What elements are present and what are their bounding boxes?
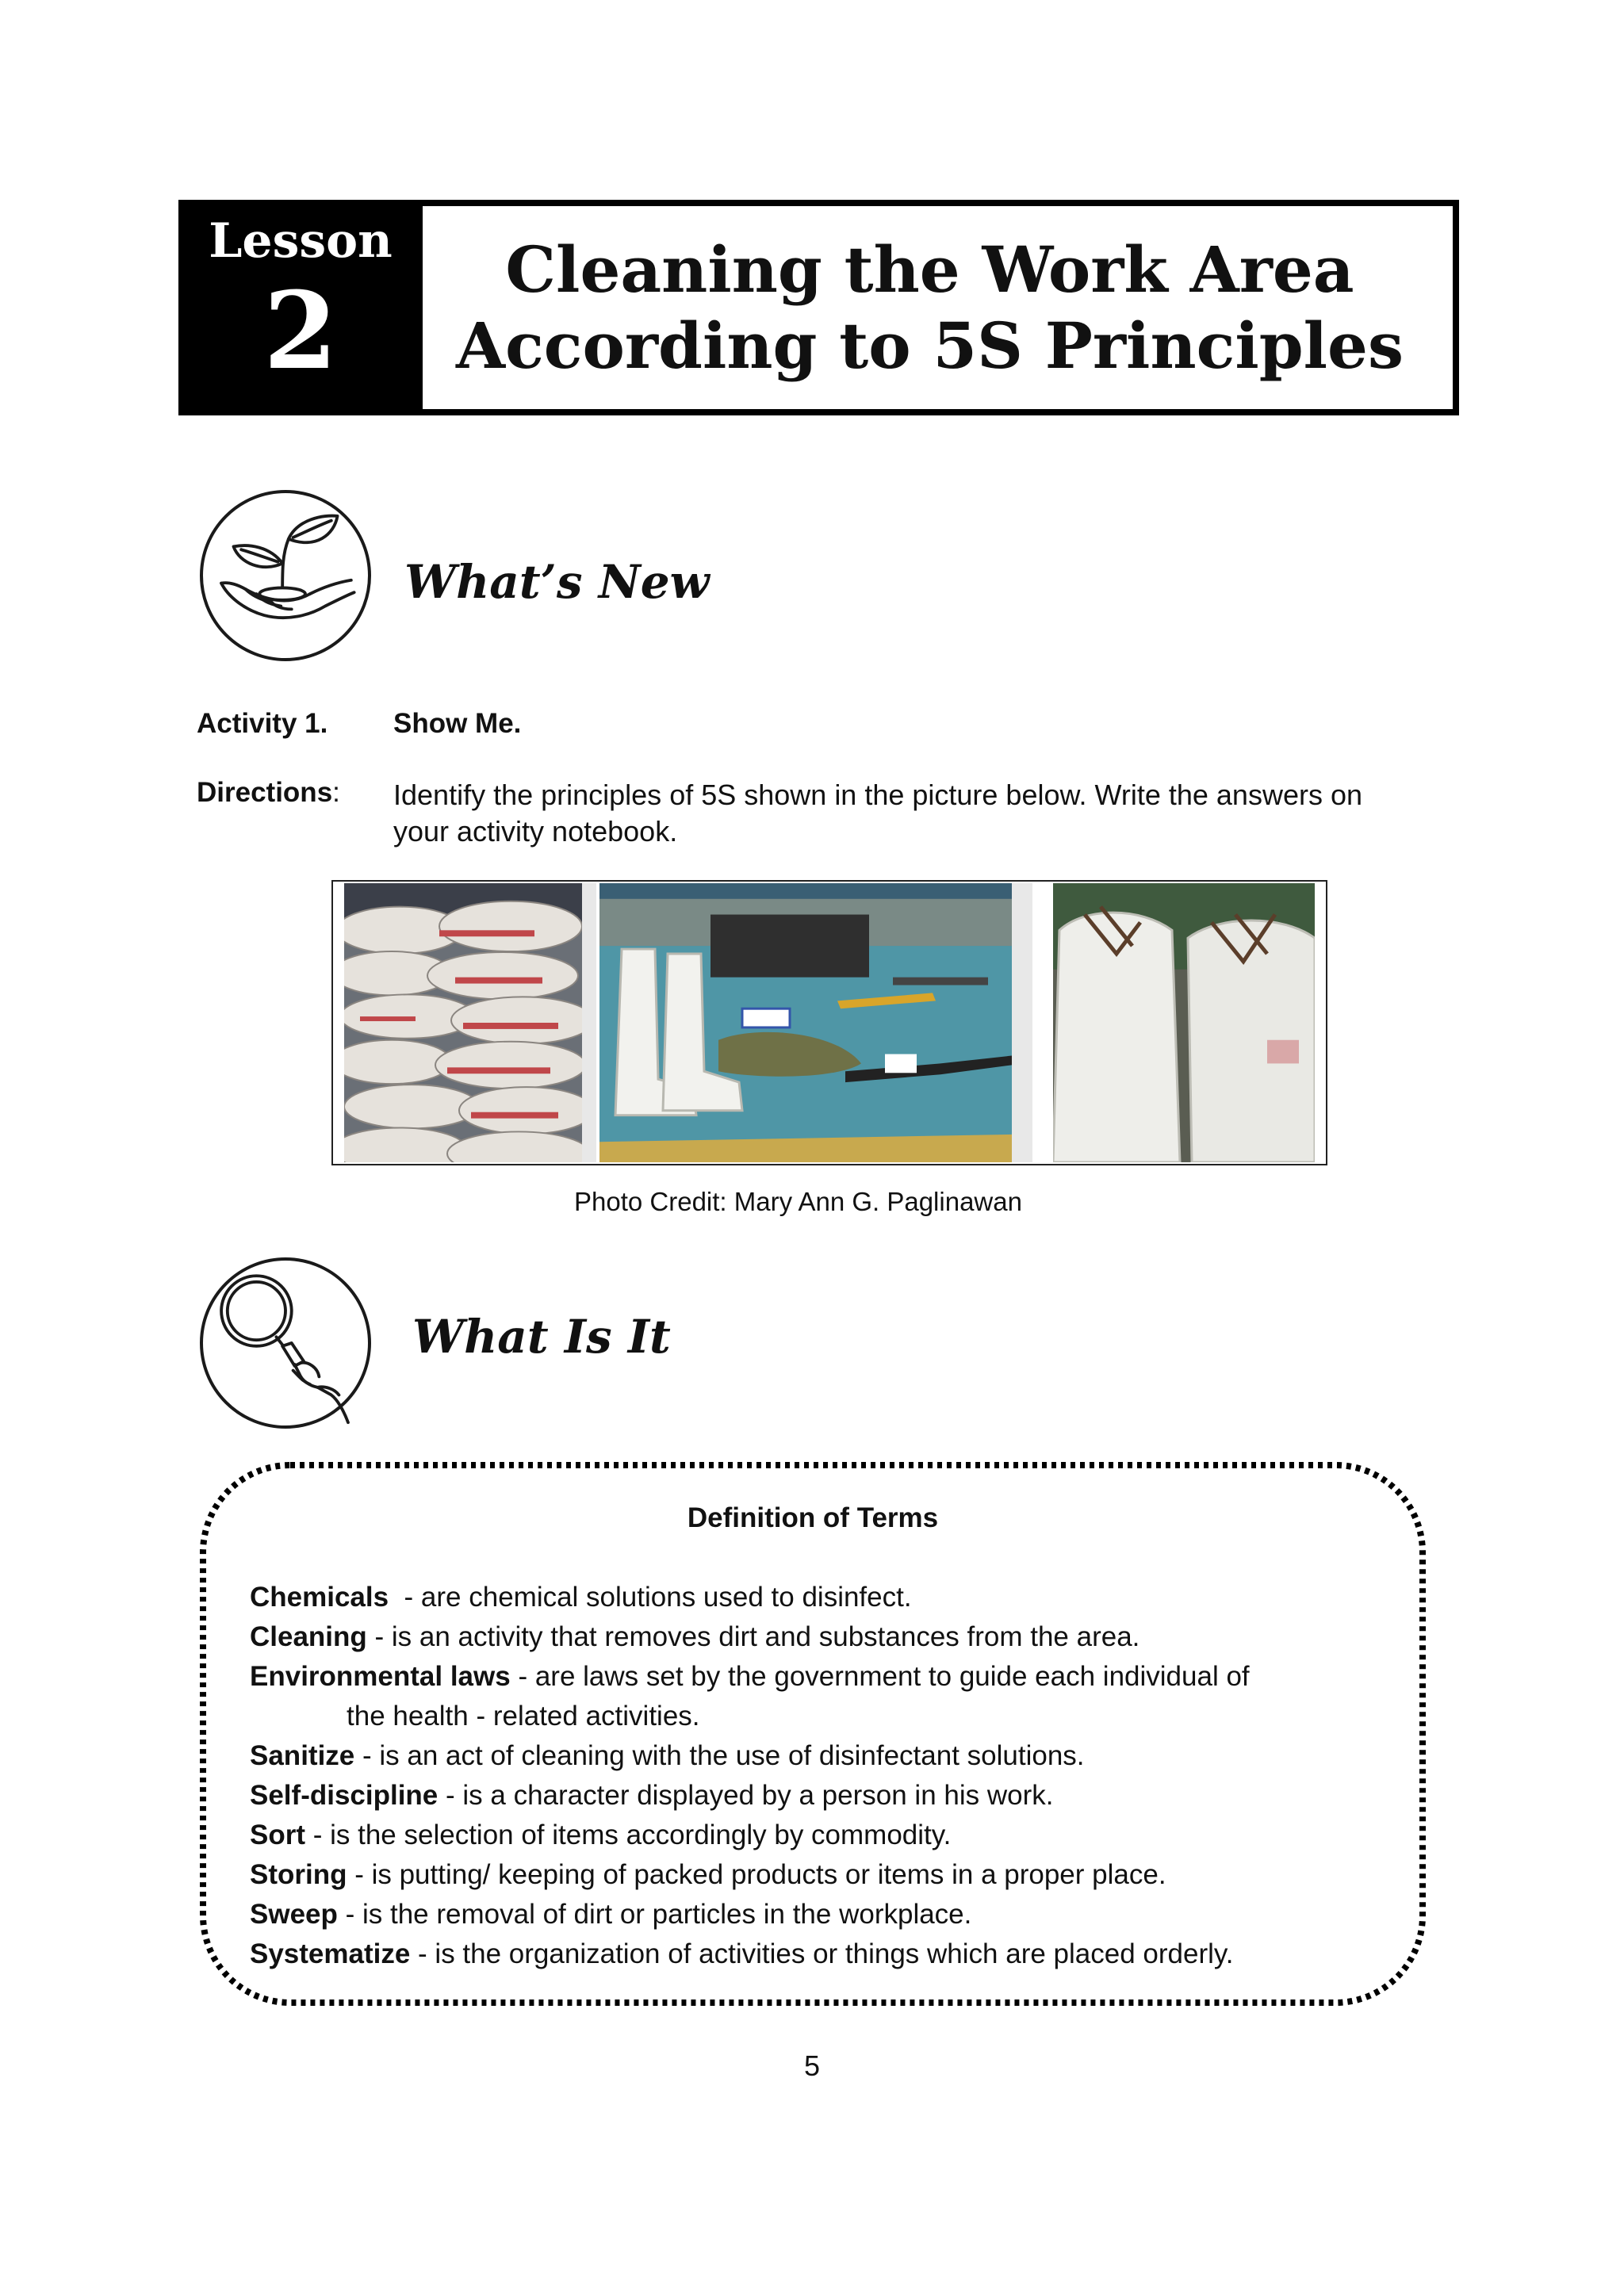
photo-boots-and-tools: [599, 883, 1032, 1162]
directions-colon: :: [332, 777, 340, 808]
definition-item: [250, 1816, 1408, 1855]
definition-item: [250, 1578, 1408, 1617]
definition-text: - is the removal of dirt or particles in the workplace.: [337, 1899, 972, 1930]
definition-text: - is the selection of items accordingly by commodity.: [305, 1820, 952, 1850]
definition-text: - are chemical solutions used to disinfect.: [389, 1582, 912, 1613]
definition-item: [250, 1657, 1408, 1697]
definition-item: [250, 1855, 1408, 1895]
definition-term: Environmental laws: [250, 1661, 511, 1692]
photo-white-sacks: [1053, 883, 1315, 1162]
lesson-number-box: [185, 206, 416, 409]
directions-label-group: [197, 777, 340, 809]
definition-item: [250, 1617, 1408, 1657]
definition-term: Chemicals: [250, 1582, 389, 1613]
photo-credit: Photo Credit: Mary Ann G. Paglinawan: [574, 1187, 1022, 1216]
magnifying-glass-icon: [200, 1257, 371, 1429]
whats-new-heading: What’s New: [404, 555, 710, 609]
definition-text: - is an act of cleaning with the use of disinfectant solutions.: [354, 1740, 1085, 1771]
definition-term: Storing: [250, 1859, 347, 1890]
page-number: 5: [803, 2049, 821, 2082]
definition-text: - is putting/ keeping of packed products or items in a proper place.: [347, 1859, 1166, 1890]
lesson-title-line-1: Cleaning the Work Area: [505, 232, 1354, 307]
definition-term: Cleaning: [250, 1621, 367, 1652]
definition-term: Systematize: [250, 1938, 411, 1969]
definition-title: Definition of Terms: [687, 1502, 939, 1533]
directions-label: Directions: [197, 777, 333, 808]
directions-line-2: your activity notebook.: [393, 815, 678, 848]
definition-item: [250, 1934, 1408, 1974]
activity-name: Show Me.: [393, 708, 522, 739]
definition-term: Sort: [250, 1820, 305, 1850]
photo-sacks: [344, 883, 596, 1162]
definition-term: Sanitize: [250, 1740, 355, 1771]
lesson-number: 2: [263, 268, 338, 393]
definition-text: - is a character displayed by a person in his work.: [438, 1780, 1054, 1811]
lesson-header: [178, 200, 1459, 415]
definition-continuation: the health - related activities.: [347, 1701, 700, 1732]
lesson-title: [423, 206, 1453, 409]
definition-term: Sweep: [250, 1899, 338, 1930]
directions-text: [393, 777, 1488, 850]
definition-list: [250, 1578, 1408, 1974]
hand-with-sprout-icon: [200, 490, 371, 661]
directions-line-1: Identify the principles of 5S shown in the picture below. Write the answers on: [393, 779, 1362, 811]
definition-text: - are laws set by the government to guide each individual of: [510, 1661, 1250, 1692]
lesson-title-line-2: According to 5S Principles: [456, 308, 1404, 383]
activity-label: Activity 1.: [197, 708, 328, 739]
lesson-label: Lesson: [209, 213, 393, 269]
definition-item: [250, 1736, 1408, 1776]
definition-item: [250, 1895, 1408, 1934]
definition-item: [250, 1776, 1408, 1816]
definition-term: Self-discipline: [250, 1780, 439, 1811]
definition-text: - is an activity that removes dirt and substances from the area.: [366, 1621, 1140, 1652]
what-is-it-heading: What Is It: [412, 1310, 671, 1364]
lesson-divider: [416, 206, 423, 409]
photo-strip: [331, 880, 1327, 1165]
definition-text: - is the organization of activities or things which are placed orderly.: [410, 1938, 1234, 1969]
